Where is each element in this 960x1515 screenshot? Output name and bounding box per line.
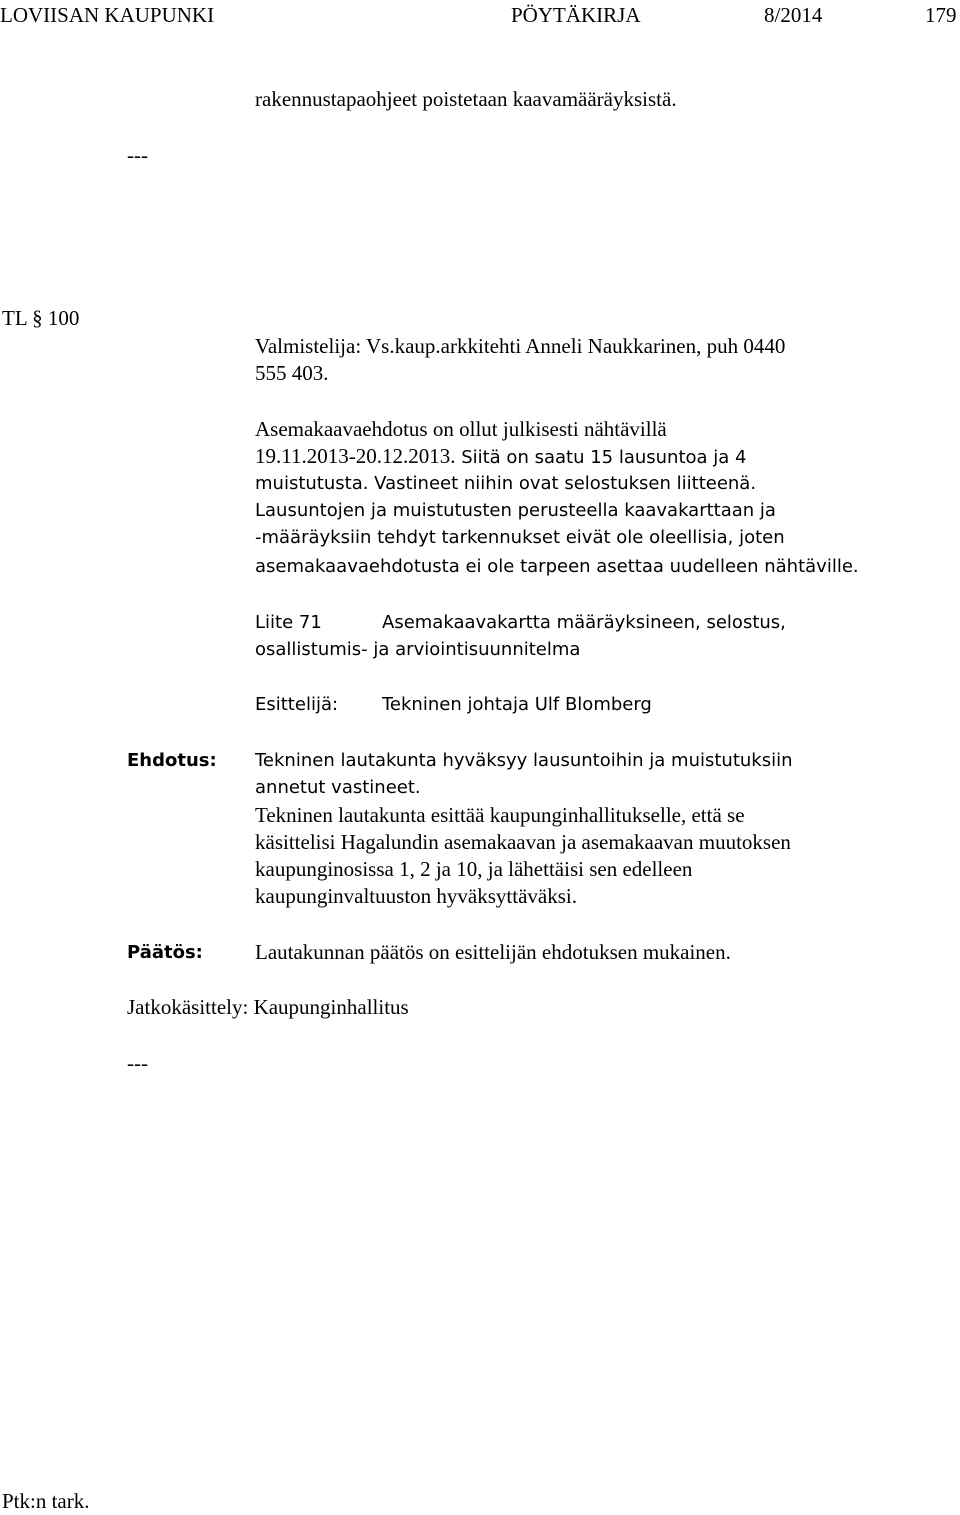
section-tl-label: TL <box>2 306 27 330</box>
body-line-3 <box>255 470 756 497</box>
presenter-label: Esittelijä: <box>255 694 339 715</box>
proposal-line-4: käsittelisi Hagalundin asemakaavan ja asemakaavan muutoksen <box>255 830 791 854</box>
header-page-number: 179 <box>925 3 957 27</box>
proposal-label: Ehdotus: <box>127 750 217 771</box>
section-number: 100 <box>47 306 80 330</box>
footer-initials-label: Ptk:n tark. <box>2 1489 90 1513</box>
body-line-5: -määräyksiin tehdyt tarkennukset eivät ole oleellisia, joten <box>255 527 785 548</box>
body-line-3-a: muistutusta. <box>255 473 369 494</box>
attachment-label: Liite 71 <box>255 612 322 633</box>
body-line-4: Lausuntojen ja muistutusten perusteella kaavakarttaan ja <box>255 500 776 521</box>
followup-line: Jatkokäsittely: Kaupunginhallitus <box>127 995 409 1019</box>
section-symbol: § <box>32 306 43 330</box>
header-doc-type: PÖYTÄKIRJA <box>511 3 641 27</box>
decision-label: Päätös: <box>127 942 203 963</box>
body-line-3-b: Vastineet niihin ovat selostuksen liitteenä. <box>368 473 757 494</box>
proposal-line-3: Tekninen lautakunta esittää kaupunginhallitukselle, että se <box>255 803 745 827</box>
attachment-text-line-2: osallistumis- ja arviointisuunnitelma <box>255 639 581 660</box>
body-line-1: Asemakaavaehdotus on ollut julkisesti nähtävillä <box>255 417 667 441</box>
presenter-value: Tekninen johtaja Ulf Blomberg <box>382 694 652 715</box>
body-line-2 <box>255 443 746 471</box>
separator-top: --- <box>127 143 148 167</box>
proposal-line-5: kaupunginosissa 1, 2 ja 10, ja lähettäisi sen edelleen <box>255 857 693 881</box>
separator-bottom: --- <box>127 1051 148 1075</box>
intro-line: rakennustapaohjeet poistetaan kaavamääräyksistä. <box>255 87 677 111</box>
preparer-line-1: Valmistelija: Vs.kaup.arkkitehti Anneli Naukkarinen, puh 0440 <box>255 334 786 358</box>
body-line-6: asemakaavaehdotusta ei ole tarpeen asettaa uudelleen nähtäville. <box>255 556 859 577</box>
decision-value: Lautakunnan päätös on esittelijän ehdotuksen mukainen. <box>255 940 731 964</box>
preparer-line-2: 555 403. <box>255 361 329 385</box>
attachment-text-line-1: Asemakaavakartta määräyksineen, selostus, <box>382 612 786 633</box>
proposal-line-2: annetut vastineet. <box>255 777 421 798</box>
proposal-line-6: kaupunginvaltuuston hyväksyttäväksi. <box>255 884 577 908</box>
section-heading <box>2 305 79 332</box>
header-org: LOVIISAN KAUPUNKI <box>0 3 215 27</box>
body-line-2-dates: 19.11.2013-20.12.2013. <box>255 444 456 468</box>
header-issue: 8/2014 <box>764 3 823 27</box>
proposal-line-1: Tekninen lautakunta hyväksyy lausuntoihin ja muistutuksiin <box>255 750 793 771</box>
body-line-2-text: Siitä on saatu 15 lausuntoa ja 4 <box>455 447 747 468</box>
